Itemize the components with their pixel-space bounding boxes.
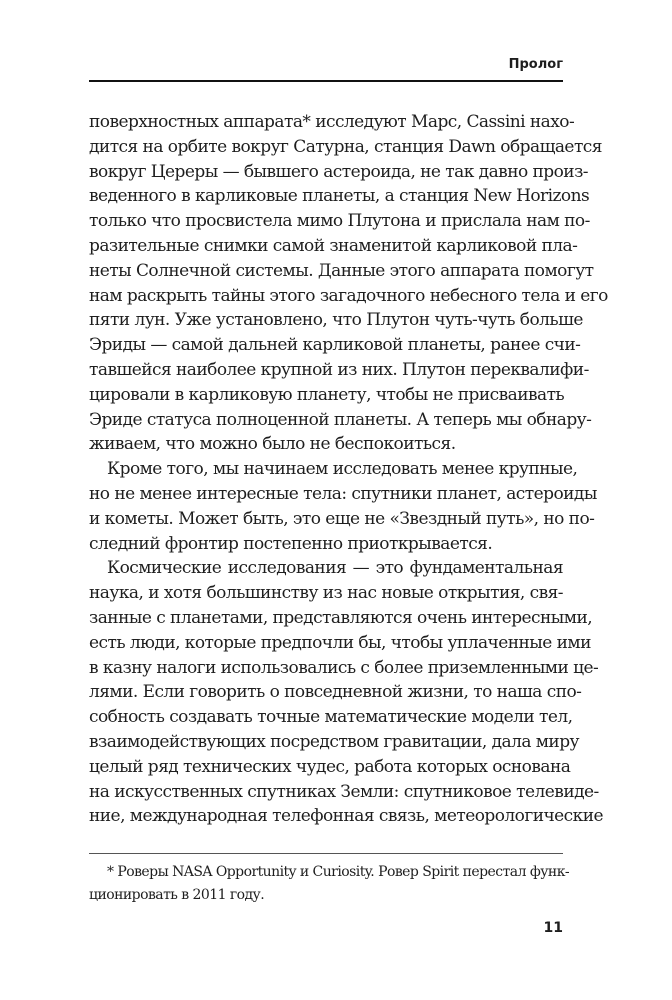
footnote-line: ционировать в 2011 году. (89, 887, 265, 903)
text-line: собность создавать точные математические модели тел, (89, 707, 573, 728)
text-line: но не менее интересные тела: спутники планет, астероиды (89, 483, 597, 504)
text-line: ние, международная телефонная связь, метеорологические (89, 806, 604, 827)
text-line: пяти лун. Уже установлено, что Плутон чуть-чуть больше (89, 310, 583, 331)
text-line: дится на орбите вокруг Сатурна, станция Dawn обращается (89, 136, 602, 157)
paragraph (89, 556, 604, 829)
text-line: цировали в карликовую планету, чтобы не присваивать (89, 384, 565, 405)
text-line: занные с планетами, представляются очень интересными, (89, 607, 593, 628)
text-line: есть люди, которые предпочли бы, чтобы уплаченные ими (89, 632, 591, 653)
body-text (89, 110, 608, 829)
text-line: следний фронтир постепенно приоткрывается. (89, 533, 493, 554)
text-line: целый ряд технических чудес, работа которых основана (89, 756, 571, 777)
text-line: живаем, что можно было не беспокоиться. (89, 434, 456, 455)
footnote-rule (89, 853, 563, 854)
text-line: Эриде статуса полноценной планеты. А теперь мы обнару- (89, 409, 592, 430)
text-line: наука, и хотя большинству из нас новые открытия, свя- (89, 583, 563, 604)
paragraph (89, 110, 608, 457)
footnote (89, 861, 570, 907)
text-line: Эриды — самой дальней карликовой планеты, ранее счи- (89, 335, 581, 356)
text-line: Космические исследования — это фундаментальная (107, 558, 563, 579)
text-line: разительные снимки самой знаменитой карликовой пла- (89, 235, 578, 256)
text-line: и кометы. Может быть, это еще не «Звездный путь», но по- (89, 508, 595, 529)
text-line: вокруг Цереры — бывшего астероида, не так давно произ- (89, 161, 589, 182)
header-rule (89, 80, 563, 82)
footnote-line: * Роверы NASA Opportunity и Curiosity. Ровер Spirit перестал функ- (107, 864, 570, 880)
text-line: взаимодействующих посредством гравитации, дала миру (89, 731, 580, 752)
page-number: 11 (543, 920, 563, 936)
running-header: Пролог (508, 57, 563, 72)
text-line: только что просвистела мимо Плутона и прислала нам по- (89, 211, 590, 232)
paragraph (89, 457, 597, 556)
text-line: поверхностных аппарата* исследуют Марс, Cassini нахо- (89, 112, 575, 132)
text-line: тавшейся наиболее крупной из них. Плутон переквалифи- (89, 359, 589, 380)
text-line: лями. Если говорить о повседневной жизни, то наша спо- (89, 682, 582, 703)
text-line: веденного в карликовые планеты, а станция New Horizons (89, 186, 590, 207)
text-line: нам раскрыть тайны этого загадочного небесного тела и его (89, 285, 608, 306)
text-line: в казну налоги использовались с более приземленными це- (89, 657, 599, 678)
text-line: на искусственных спутниках Земли: спутниковое телевиде- (89, 781, 599, 802)
text-line: неты Солнечной системы. Данные этого аппарата помогут (89, 260, 594, 281)
text-line: Кроме того, мы начинаем исследовать менее крупные, (107, 459, 578, 480)
